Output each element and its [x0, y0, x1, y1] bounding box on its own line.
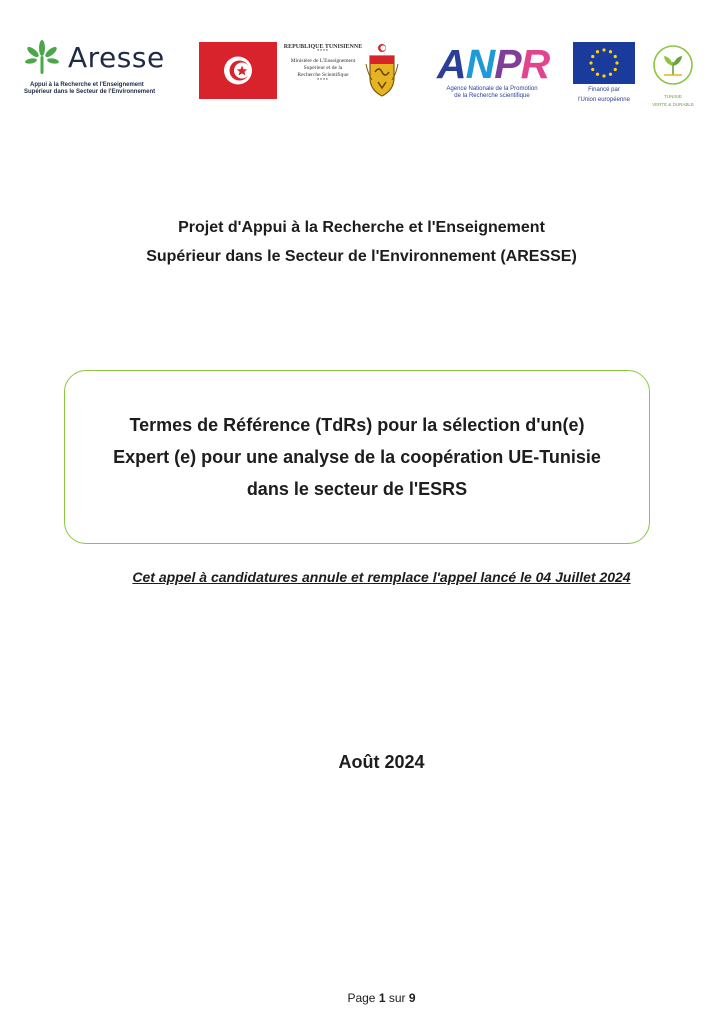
aresse-name: Aresse [68, 40, 165, 74]
eu-star [609, 73, 612, 76]
aresse-tagline-1: Appui à la Recherche et l'Enseignement [30, 82, 144, 88]
project-title-line-2: Supérieur dans le Secteur de l'Environnement (ARESSE) [146, 248, 577, 265]
tdr-title-line-3: dans le secteur de l'ESRS [246, 479, 468, 499]
eu-star [614, 55, 617, 58]
eu-line-1: Financé par [588, 87, 620, 93]
ministry-separator-2: **** [317, 78, 329, 84]
eu-flag-icon [573, 42, 635, 84]
eu-star [591, 68, 594, 71]
aresse-logo [22, 38, 172, 96]
ministry-line-1: Ministère de L'Enseignement [290, 58, 356, 64]
green-line-1: TUNISIE [664, 94, 682, 99]
anpr-logo [437, 41, 550, 100]
eu-star [596, 73, 599, 76]
ministry-separator-1: **** [317, 49, 329, 55]
ministry-block [278, 44, 368, 84]
tdr-title [65, 409, 649, 505]
ministry-line-2: Supérieur et de la [303, 65, 343, 71]
tunisia-flag-icon [199, 42, 277, 99]
eu-logo [571, 42, 637, 104]
tdr-title-line-1: Termes de Référence (TdRs) pour la sélection d'un(e) [129, 415, 585, 435]
page-number [0, 991, 723, 1005]
eu-line-2: l'Union européenne [578, 97, 630, 103]
anpr-wordmark: ANPR [437, 41, 550, 87]
green-line-2: VERTE & DURABLE [652, 102, 694, 107]
cancellation-notice: Cet appel à candidatures annule et remplace l'appel lancé le 04 Juillet 2024 [132, 569, 631, 585]
aresse-tagline-2: Supérieur dans le Secteur de l'Environnement [24, 89, 156, 95]
project-title [0, 213, 723, 271]
green-tunisia-logo [650, 44, 696, 107]
anpr-line-1: Agence Nationale de la Promotion [446, 86, 538, 92]
tdr-title-box [64, 370, 650, 544]
page-current: 1 [378, 991, 386, 1005]
eu-star [614, 68, 617, 71]
plant-circle-icon [652, 44, 694, 86]
page-prefix: Page [347, 991, 376, 1005]
eu-star [591, 55, 594, 58]
tdr-title-line-2: Expert (e) pour une analyse de la coopération UE-Tunisie [113, 447, 601, 467]
eu-star [596, 50, 599, 53]
eu-star [609, 50, 612, 53]
eu-star [602, 74, 605, 77]
page-middle: sur [388, 991, 406, 1005]
republic-label: REPUBLIQUE TUNISIENNE [283, 44, 363, 50]
document-date: Août 2024 [338, 752, 425, 772]
eu-star [615, 61, 618, 64]
eu-star [602, 48, 605, 51]
coat-of-arms-icon [364, 42, 400, 98]
anpr-line-2: de la Recherche scientifique [454, 93, 530, 99]
page-total: 9 [408, 991, 416, 1005]
ministry-line-3: Recherche Scientifique [297, 72, 349, 78]
aresse-leaf-icon [22, 38, 62, 76]
eu-star [589, 61, 592, 64]
project-title-line-1: Projet d'Appui à la Recherche et l'Enseignement [178, 219, 545, 236]
